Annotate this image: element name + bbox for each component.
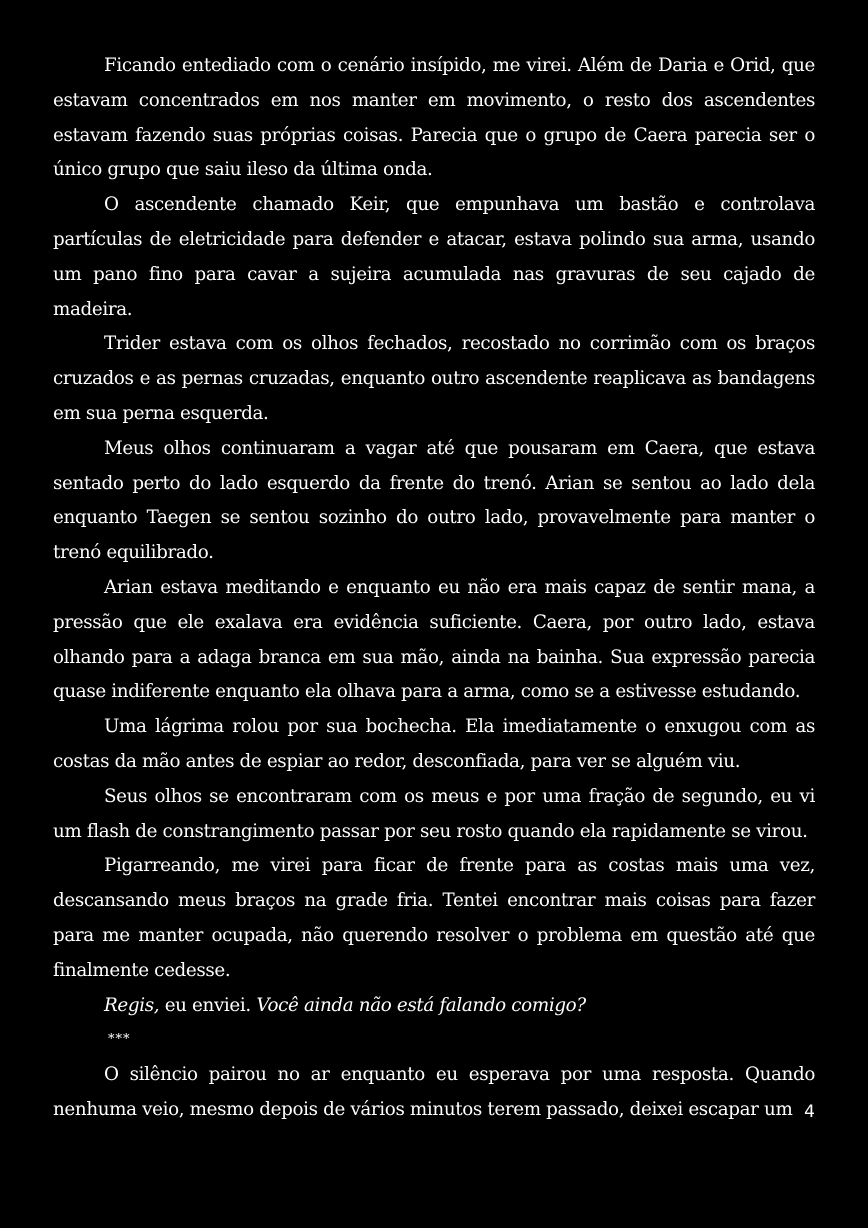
paragraph-7: Seus olhos se encontraram com os meus e por uma fração de segundo, eu vi um flash de constrangimento passar por seu rosto quando ela rapidamente se virou.	[53, 785, 815, 842]
page-body	[53, 49, 815, 1128]
paragraph-1: Ficando entediado com o cenário insípido, me virei. Além de Daria e Orid, que estavam concentrados em nos manter em movimento, o resto dos ascendentes estavam fazendo suas próprias coisas. Parecia que o grupo de Caera parecia ser o único grupo que saiu ileso da última onda.	[53, 55, 815, 181]
regis-name: Regis,	[104, 994, 160, 1016]
regis-narration: eu enviei.	[159, 994, 257, 1016]
final-paragraph: O silêncio pairou no ar enquanto eu esperava por uma resposta. Quando nenhuma veio, mesmo depois de vários minutos terem passado, deixei escapar um	[53, 1064, 815, 1120]
paragraph-5: Arian estava meditando e enquanto eu não era mais capaz de sentir mana, a pressão que ele exalava era evidência suficiente. Caera, por outro lado, estava olhando para a adaga branca em sua mão, ainda na bainha. Sua expressão parecia quase indiferente enquanto ela olhava para a arma, como se a estivesse estudando.	[53, 576, 815, 703]
paragraph-4: Meus olhos continuaram a vagar até que pousaram em Caera, que estava sentado perto do lado esquerdo da frente do trenó. Arian se sentou ao lado dela enquanto Taegen se sentou sozinho do outro lado, provavelmente para manter o trenó equilibrado.	[53, 437, 815, 564]
paragraph-8: Pigarreando, me virei para ficar de frente para as costas mais uma vez, descansando meus braços na grade fria. Tentei encontrar mais coisas para fazer para me manter ocupada, não querendo resolver o problema em questão até que finalmente cedesse.	[53, 855, 815, 981]
scene-separator: ***	[108, 1032, 131, 1048]
regis-paragraph	[53, 989, 815, 1024]
paragraph-6: Uma lágrima rolou por sua bochecha. Ela imediatamente o enxugou com as costas da mão antes de espiar ao redor, desconfiada, para ver se alguém viu.	[53, 716, 815, 772]
regis-thought: Você ainda não está falando comigo?	[256, 994, 586, 1016]
page-number: 4	[804, 1102, 815, 1122]
paragraph-3: Trider estava com os olhos fechados, recostado no corrimão com os braços cruzados e as pernas cruzadas, enquanto outro ascendente reaplicava as bandagens em sua perna esquerda.	[53, 333, 815, 424]
paragraph-2: O ascendente chamado Keir, que empunhava um bastão e controlava partículas de eletricidade para defender e atacar, estava polindo sua arma, usando um pano fino para cavar a sujeira acumulada nas gravuras de seu cajado de madeira.	[53, 194, 815, 320]
